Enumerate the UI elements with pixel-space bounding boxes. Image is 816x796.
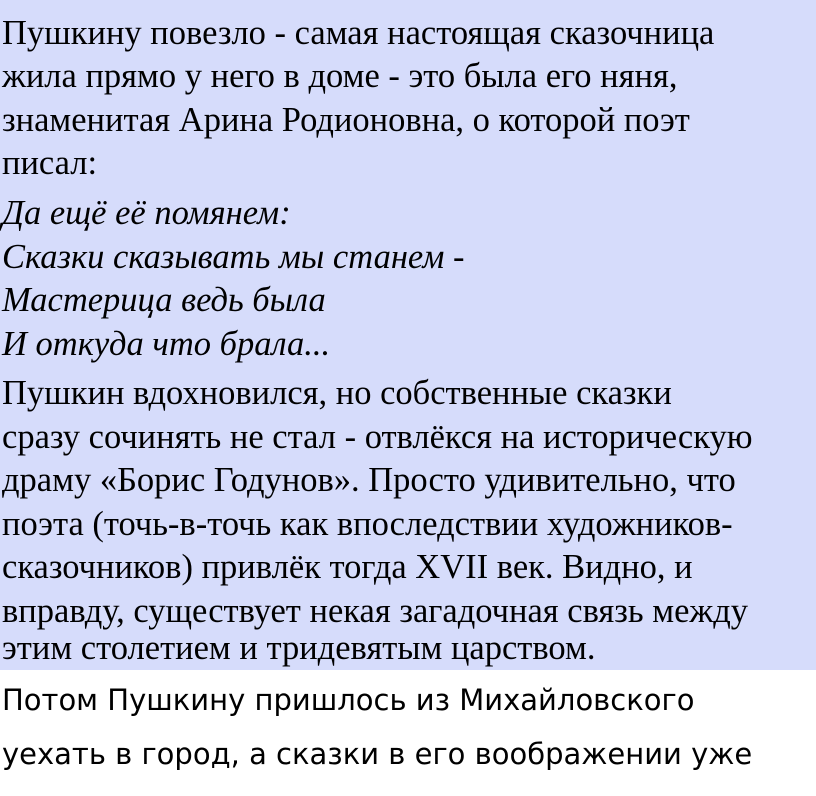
intro-line-4: писал: (2, 144, 98, 182)
paragraph2-line-2: сразу сочинять не стал - отвлёкся на историческую (2, 418, 753, 456)
paragraph2-line-3: драму «Борис Годунов». Просто удивительно, что (2, 461, 736, 499)
poem-line-1: Да ещё её помянем: (2, 194, 291, 232)
paragraph3-line-2: уехать в город, а сказки в его воображении уже (2, 737, 753, 771)
intro-line-1: Пушкину повезло - самая настоящая сказочница (2, 14, 715, 52)
paragraph2-line-1: Пушкин вдохновился, но собственные сказки (2, 374, 672, 412)
intro-line-2: жила прямо у него в доме - это была его няня, (2, 57, 678, 95)
intro-line-3: знаменитая Арина Родионовна, о которой поэт (2, 101, 690, 139)
paragraph2-line-6: вправду, существует некая загадочная связь между (2, 592, 749, 630)
poem-line-3: Мастерица ведь была (2, 281, 326, 319)
poem-line-4: И откуда что брала... (2, 325, 331, 363)
paragraph3-line-1: Потом Пушкину пришлось из Михайловского (2, 683, 695, 717)
poem-line-2: Сказки сказывать мы станем - (2, 238, 465, 276)
paragraph2-line-4: поэта (точь-в-точь как впоследствии художников- (2, 505, 733, 543)
paragraph2-line-5: сказочников) привлёк тогда XVII век. Видно, и (2, 548, 693, 586)
paragraph2-line-7: этим столетием и тридевятым царством. (2, 629, 596, 667)
